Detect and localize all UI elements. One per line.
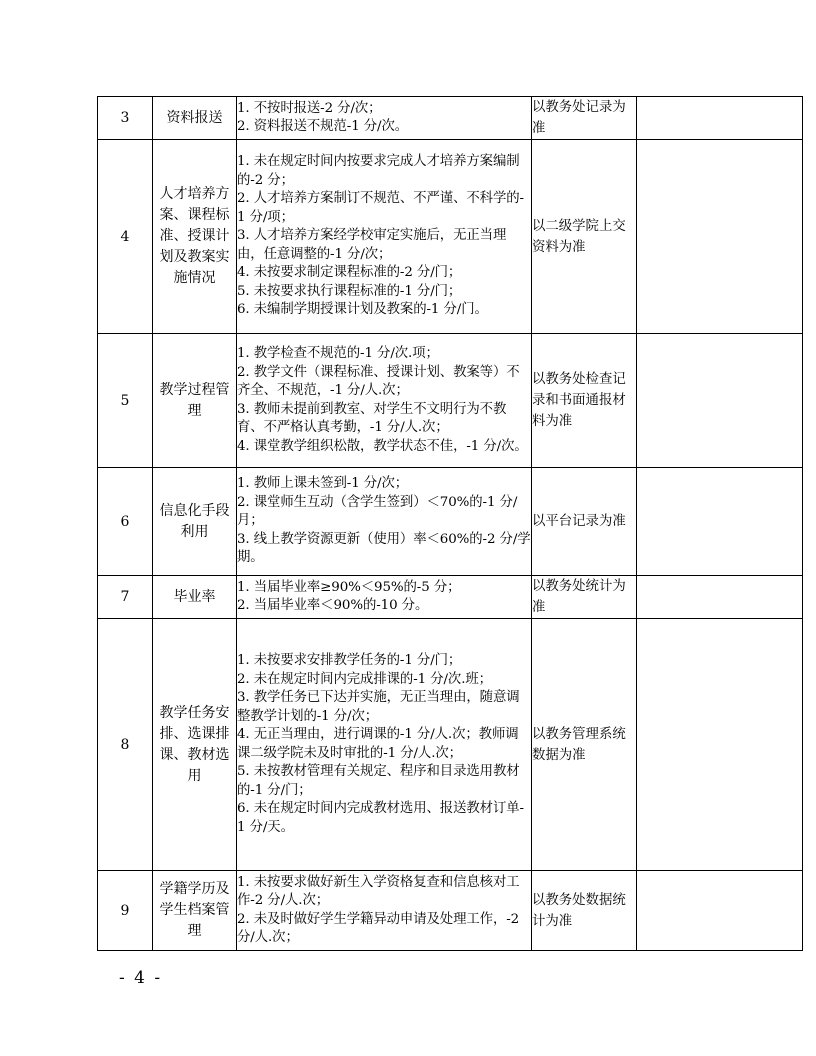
deduction-standards bbox=[237, 468, 532, 576]
standard-item: 1. 未按要求做好新生入学资格复查和信息核对工作-2 分/人.次； bbox=[237, 874, 520, 908]
standard-item: 1. 教师上课未签到-1 分/次； bbox=[237, 476, 409, 492]
standard-item: 5. 未按要求执行课程标准的-1 分/门； bbox=[237, 283, 462, 299]
table-body bbox=[98, 97, 803, 951]
standard-item: 3. 线上教学资源更新（使用）率＜60%的-2 分/学期。 bbox=[237, 531, 531, 566]
standard-item: 1. 不按时报送-2 分/次； bbox=[237, 100, 382, 116]
standard-item: 2. 教学文件（课程标准、授课计划、教案等）不齐全、不规范，-1 分/人.次； bbox=[237, 364, 520, 398]
score-cell bbox=[637, 97, 803, 140]
table-row bbox=[98, 97, 803, 140]
score-cell bbox=[637, 619, 803, 871]
score-cell bbox=[637, 140, 803, 334]
table-row bbox=[98, 576, 803, 619]
score-cell bbox=[637, 334, 803, 468]
assessment-item: 信息化手段利用 bbox=[153, 468, 237, 576]
page-number: - 4 - bbox=[119, 968, 163, 988]
row-number: 8 bbox=[98, 619, 153, 871]
standard-item: 1. 教学检查不规范的-1 分/次.项； bbox=[237, 346, 439, 361]
assessment-basis: 以教务处检查记录和书面通报材料为准 bbox=[532, 334, 637, 468]
score-cell bbox=[637, 871, 803, 951]
standard-item: 1. 未在规定时间内按要求完成人才培养方案编制的-2 分； bbox=[237, 154, 520, 188]
deduction-standards bbox=[237, 140, 532, 334]
table-row bbox=[98, 468, 803, 576]
row-number: 7 bbox=[98, 576, 153, 619]
row-number: 3 bbox=[98, 97, 153, 140]
table-row bbox=[98, 140, 803, 334]
deduction-standards bbox=[237, 619, 532, 871]
deduction-standards bbox=[237, 576, 532, 619]
assessment-item: 学籍学历及学生档案管理 bbox=[153, 871, 237, 951]
assessment-item: 资料报送 bbox=[153, 97, 237, 140]
standard-item: 2. 未在规定时间内完成排课的-1 分/次.班； bbox=[237, 671, 492, 687]
table-row bbox=[98, 871, 803, 951]
standard-item: 4. 无正当理由，进行调课的-1 分/人.次；教师调课二级学院未及时审批的-1 分/人.次； bbox=[237, 727, 519, 761]
assessment-basis: 以教务处记录为准 bbox=[532, 97, 637, 140]
score-cell bbox=[637, 576, 803, 619]
standard-item: 2. 人才培养方案制订不规范、不严谨、不科学的-1 分/项； bbox=[237, 191, 524, 225]
standard-item: 3. 教师未提前到教室、对学生不文明行为不教育、不严格认真考勤，-1 分/人.次； bbox=[237, 401, 507, 435]
row-number: 6 bbox=[98, 468, 153, 576]
row-number: 5 bbox=[98, 334, 153, 468]
standard-item: 1. 未按要求安排教学任务的-1 分/门； bbox=[237, 653, 462, 668]
assessment-item: 毕业率 bbox=[153, 576, 237, 619]
standard-item: 4. 课堂教学组织松散，教学状态不佳，-1 分/次。 bbox=[237, 438, 528, 454]
assessment-item: 教学过程管理 bbox=[153, 334, 237, 468]
standard-item: 2. 当届毕业率＜90%的-10 分。 bbox=[237, 598, 429, 613]
standard-item: 6. 未编制学期授课计划及教案的-1 分/门。 bbox=[237, 302, 488, 318]
standard-item: 5. 未按教材管理有关规定、程序和目录选用教材的-1 分/门； bbox=[237, 764, 520, 798]
table-row bbox=[98, 619, 803, 871]
standard-item: 1. 当届毕业率≥90%＜95%的-5 分； bbox=[237, 579, 461, 595]
standard-item: 2. 课堂师生互动（含学生签到）＜70%的-1 分/月； bbox=[237, 494, 518, 529]
deduction-standards bbox=[237, 871, 532, 951]
row-number: 9 bbox=[98, 871, 153, 951]
assessment-item: 人才培养方案、课程标准、授课计划及教案实施情况 bbox=[153, 140, 237, 334]
assessment-basis: 以教务处统计为准 bbox=[532, 576, 637, 619]
standard-item: 3. 教学任务已下达并实施，无正当理由，随意调整教学计划的-1 分/次； bbox=[237, 690, 520, 724]
deduction-standards bbox=[237, 334, 532, 468]
standard-item: 6. 未在规定时间内完成教材选用、报送教材订单-1 分/天。 bbox=[237, 801, 524, 835]
assessment-item: 教学任务安排、选课排课、教材选用 bbox=[153, 619, 237, 871]
assessment-basis: 以教务管理系统数据为准 bbox=[532, 619, 637, 871]
assessment-basis: 以二级学院上交资料为准 bbox=[532, 140, 637, 334]
row-number: 4 bbox=[98, 140, 153, 334]
standard-item: 2. 资料报送不规范-1 分/次。 bbox=[237, 119, 409, 134]
table-row bbox=[98, 334, 803, 468]
assessment-table bbox=[97, 96, 803, 951]
standard-item: 2. 未及时做好学生学籍异动申请及处理工作，-2 分/人.次； bbox=[237, 911, 520, 945]
deduction-standards bbox=[237, 97, 532, 140]
score-cell bbox=[637, 468, 803, 576]
assessment-basis: 以平台记录为准 bbox=[532, 468, 637, 576]
standard-item: 3. 人才培养方案经学校审定实施后，无正当理由，任意调整的-1 分/次； bbox=[237, 228, 507, 262]
assessment-basis: 以教务处数据统计为准 bbox=[532, 871, 637, 951]
standard-item: 4. 未按要求制定课程标准的-2 分/门； bbox=[237, 265, 462, 281]
